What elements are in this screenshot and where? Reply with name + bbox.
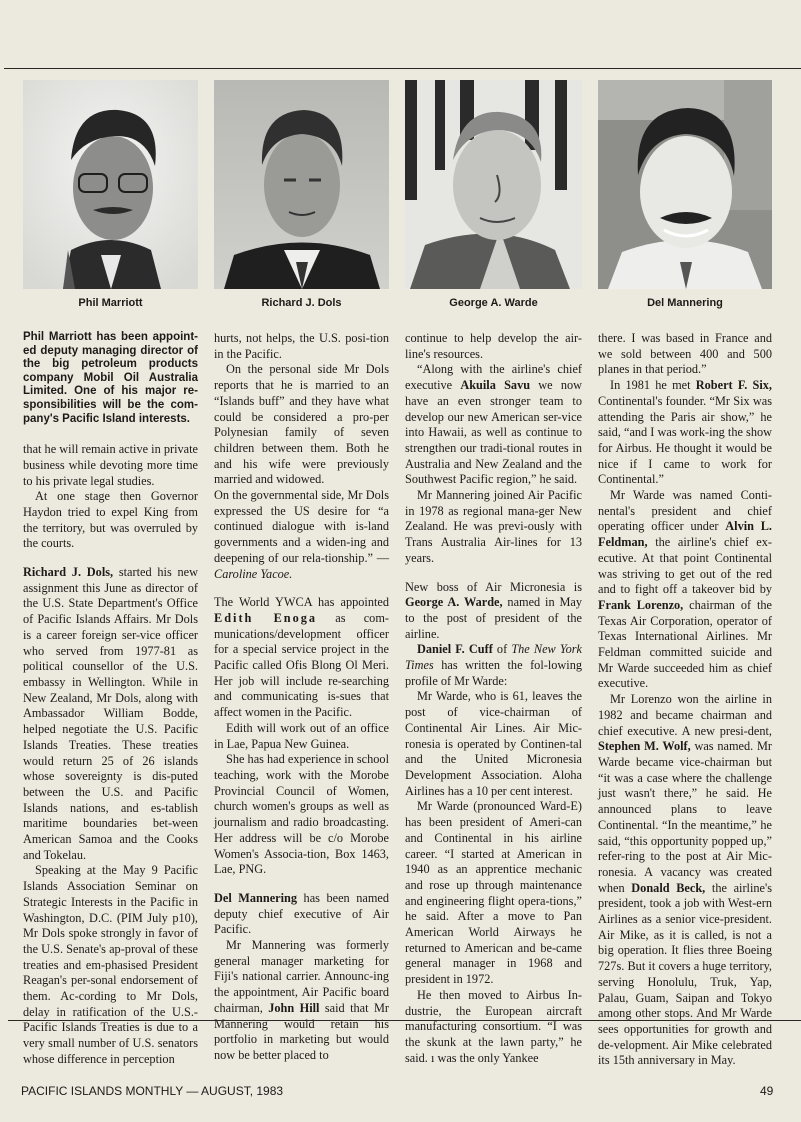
person-name: Alvin L. Feldman,: [598, 519, 773, 550]
paragraph: that he will remain active in private business while devoting more time to his private legal studies.: [23, 442, 198, 488]
paragraph-text: Mr Mannering was formerly general manager marketing for Fiji's national carrier. Announc-ing the appointment, Air Pacific board chairman,: [214, 938, 389, 1015]
person-name: George A. Warde,: [405, 595, 503, 610]
portrait-phil-marriott: [23, 80, 198, 289]
paragraph-text: started his new assignment this June as director of the U.S. State Department's Office of Pacific Islands Affairs. Mr Dols is a career foreign ser-vice officer who served from 1977-81 as political counsellor of the U.S. embassy in Wellington. While in New Zealand, Mr Dols, along with Ambassador William Bodde, helped negotiate the U.S. Pacific Islands Treaties. These treaties would return 25 of 26 islands whose sovereignty is dis-puted between the U.S. and Pacific Islands nations, and es-tablish maritime boundaries bet-ween American Samoa and the Cooks and Tokelau.: [23, 565, 198, 862]
paragraph-text: was named. Mr Warde became vice-chairman but “it was a case where the challenge just wasn't there,” he said. He announced plans to leave Continental. “In the meantime,” he said, “this opportunity popped up,” refer-ring to the post at Air Mic-ronesia. A vacancy was created when: [598, 739, 772, 895]
paragraph-text: we now have an even stronger team to develop our new American ser-vice into Hawaii, as well as continue to strengthen our tradi-tional routes in Australia and New Zealand and the Southwest Pacific region,” he said.: [405, 378, 583, 487]
person-name: Edith Enoga: [214, 610, 318, 625]
paragraph: continue to help develop the air-line's resources.: [405, 331, 582, 361]
photo-caption: Richard J. Dols: [261, 297, 342, 309]
paragraph: On the personal side Mr Dols reports that he is married to an “Islands buff” and they have what could be considered a pro-per Polynesian family of seven children between them. Both he and his wife were previously married and widowed.: [214, 362, 389, 487]
person-name: John Hill: [268, 1000, 320, 1015]
person-name: Donald Beck,: [631, 880, 706, 895]
article-column-1: [23, 331, 198, 1066]
paragraph: hurts, not helps, the U.S. posi-tion in the Pacific.: [214, 331, 389, 361]
article-column-3: [405, 331, 583, 1065]
author-byline: Caroline Yacoe.: [214, 566, 293, 581]
paragraph-text: Mr Warde was named Conti-nental's president and chief operating officer under: [598, 488, 772, 534]
paragraph: [405, 362, 582, 488]
paragraph: At one stage then Governor Haydon tried to expel King from the territory, but was overruled by the courts.: [23, 489, 198, 551]
paragraph: Mr Mannering joined Air Pacific in 1978 as regional mana-ger New Zealand. He was previ-ously with Trans Australia Air-lines for 13 years.: [405, 488, 582, 565]
person-name: Robert F. Six,: [695, 378, 772, 393]
paragraph: [23, 565, 198, 863]
paragraph: [598, 692, 772, 1069]
footer-rule: [8, 1020, 801, 1021]
paragraph: [214, 488, 389, 582]
portrait-richard-dols: [214, 80, 389, 289]
paragraph-text: On the governmental side, Mr Dols expressed the US desire for “a continued dialogue with is-land governments and a widen-ing and deepening of our rela-tionship.” —: [214, 488, 389, 565]
paragraph-text: Mr Lorenzo won the airline in 1982 and became chairman and chief executive. A new presi-dent,: [598, 692, 772, 738]
paragraph-text: The World YWCA has appointed: [214, 595, 389, 610]
person-name: Del Mannering: [214, 890, 298, 905]
paragraph-text: Continental's founder. “Mr Six was attending the Paris air show,” he said, “and I was work-ing the show for Airbus. He thought it would be nice if I came to work for Continental.”: [598, 393, 772, 487]
page-number: 49: [760, 1084, 774, 1098]
paragraph-text: In 1981 he met: [610, 378, 696, 393]
paragraph-text: the airline's president, took a job with West-ern Airlines as a senior vice-president. Air Mike, as it is called, is not a big operation. It flies three Boeing 727s. But it covers a huge territory, serving Honolulu, Truk, Yap, Palau, Guam, Saipan and Tokyo among other stops. And Mr Warde sees opportunities for growth and de-velopment. Air Mike celebrated its 15th anniversary in May.: [598, 880, 772, 1068]
paragraph-text: has written the fol-lowing profile of Mr Warde:: [405, 658, 582, 688]
paragraph: [598, 378, 772, 488]
photo-caption: Del Mannering: [647, 297, 723, 309]
portrait-del-mannering: [598, 80, 772, 289]
person-name: Frank Lorenzo,: [598, 597, 684, 612]
paragraph: there. I was based in France and we sold between 400 and 500 planes in that period.”: [598, 331, 772, 377]
paragraph: He then moved to Airbus In-dustrie, the European aircraft manufacturing consortium. “I was the skunk at the lawn party,” he said. ı was the only Yankee: [405, 987, 582, 1065]
paragraph: She has had experience in school teaching, work with the Morobe Provincial Council of Women, church women's groups as well as journalism and radio broadcasting. Her address will be c/o Morobe Women's Associa-tion, Box 1463, Lae, PNG.: [214, 752, 389, 877]
article-column-2: [214, 331, 389, 1062]
paragraph: [405, 642, 582, 689]
footer-publication: PACIFIC ISLANDS MONTHLY — AUGUST, 1983: [21, 1084, 284, 1098]
paragraph-text: of: [492, 642, 512, 657]
photo-caption-intro: Phil Marriott has been appoint-ed deputy managing director of the big petroleum products company Mobil Oil Australia Limited. One of his major re-sponsibilities will be the com-pany's Pacific Island interests.: [23, 331, 198, 425]
paragraph: Mr Warde (pronounced Ward-E) has been president of Ameri-can and Continental in his airline career. “I started at American in 1940 as an apprentice mechanic and rose up through maintenance and engineering flight opera-tions,” he said. After a move to Pan American World Airways he returned to American and be-came general manager in 1968 and president in 1972.: [405, 799, 582, 987]
paragraph: Edith will work out of an office in Lae, Papua New Guinea.: [214, 720, 389, 751]
person-name: Stephen M. Wolf,: [598, 739, 691, 754]
person-name: Akuila Savu: [460, 378, 531, 393]
paragraph-text: named in May to the post of president of the airline.: [405, 595, 582, 641]
paragraph-text: “Along with the airline's chief executive: [405, 362, 582, 393]
publication-name: The New York Times: [405, 642, 582, 673]
paragraph-text: as com-munications/development officer for a special service project in the Pacific called Ofis Blong Ol Meri. Her job will include re-searching and communicating is-sues that affect women in the Pacific.: [214, 610, 389, 720]
paragraph-text: has been named deputy chief executive of Air Pacific.: [214, 890, 389, 937]
paragraph: Speaking at the May 9 Pacific Islands Association Seminar on Strategic Interests in the Pacific in Washington, D.C. (PIM July p10), Mr Dols spoke strongly in favor of the U.S. Senate's ap-proval of these treaties and em-phasised President Reagan's per-sonal endorsement of them. Ac-cording to Mr Dols, delay in ratification of the U.S.-Pacific Islands Treaties is due to a very small number of U.S. senators whose difference in perception: [23, 863, 198, 1066]
paragraph: [214, 891, 389, 938]
photo-caption: Phil Marriott: [78, 297, 143, 309]
article-column-4: [598, 331, 773, 1068]
paragraph-text: chairman of the Texas Air Corporation, operator of Texas International Airlines. Mr Feldman committed suicide and Mr Warde succeeded him as chief executive.: [598, 597, 772, 691]
person-name: Daniel F. Cuff: [417, 642, 493, 657]
paragraph: [214, 595, 389, 721]
photo-caption: George A. Warde: [449, 297, 538, 309]
paragraph-text: the airline's chief ex-ecutive. At that point Continental was striving to get out of the red and to fight off a takeover bid by: [598, 535, 772, 597]
paragraph: [214, 938, 389, 1064]
paragraph: Mr Warde, who is 61, leaves the post of vice-chairman of Continental Air Lines. Air Mic-ronesia is operated by Continen-tal and the United Micronesia Development Association. Aloha Airlines has a 10 per cent interest.: [405, 689, 582, 798]
paragraph-text: New boss of Air Micronesia is: [405, 579, 582, 594]
paragraph: [598, 488, 772, 692]
paragraph-text: said that Mr Mannering would retain his portfolio in marketing but would now be better placed to: [214, 1000, 389, 1062]
portrait-george-warde: [405, 80, 582, 289]
paragraph: [405, 580, 582, 643]
person-name: Richard J. Dols,: [23, 565, 114, 580]
header-rule: [4, 68, 801, 69]
